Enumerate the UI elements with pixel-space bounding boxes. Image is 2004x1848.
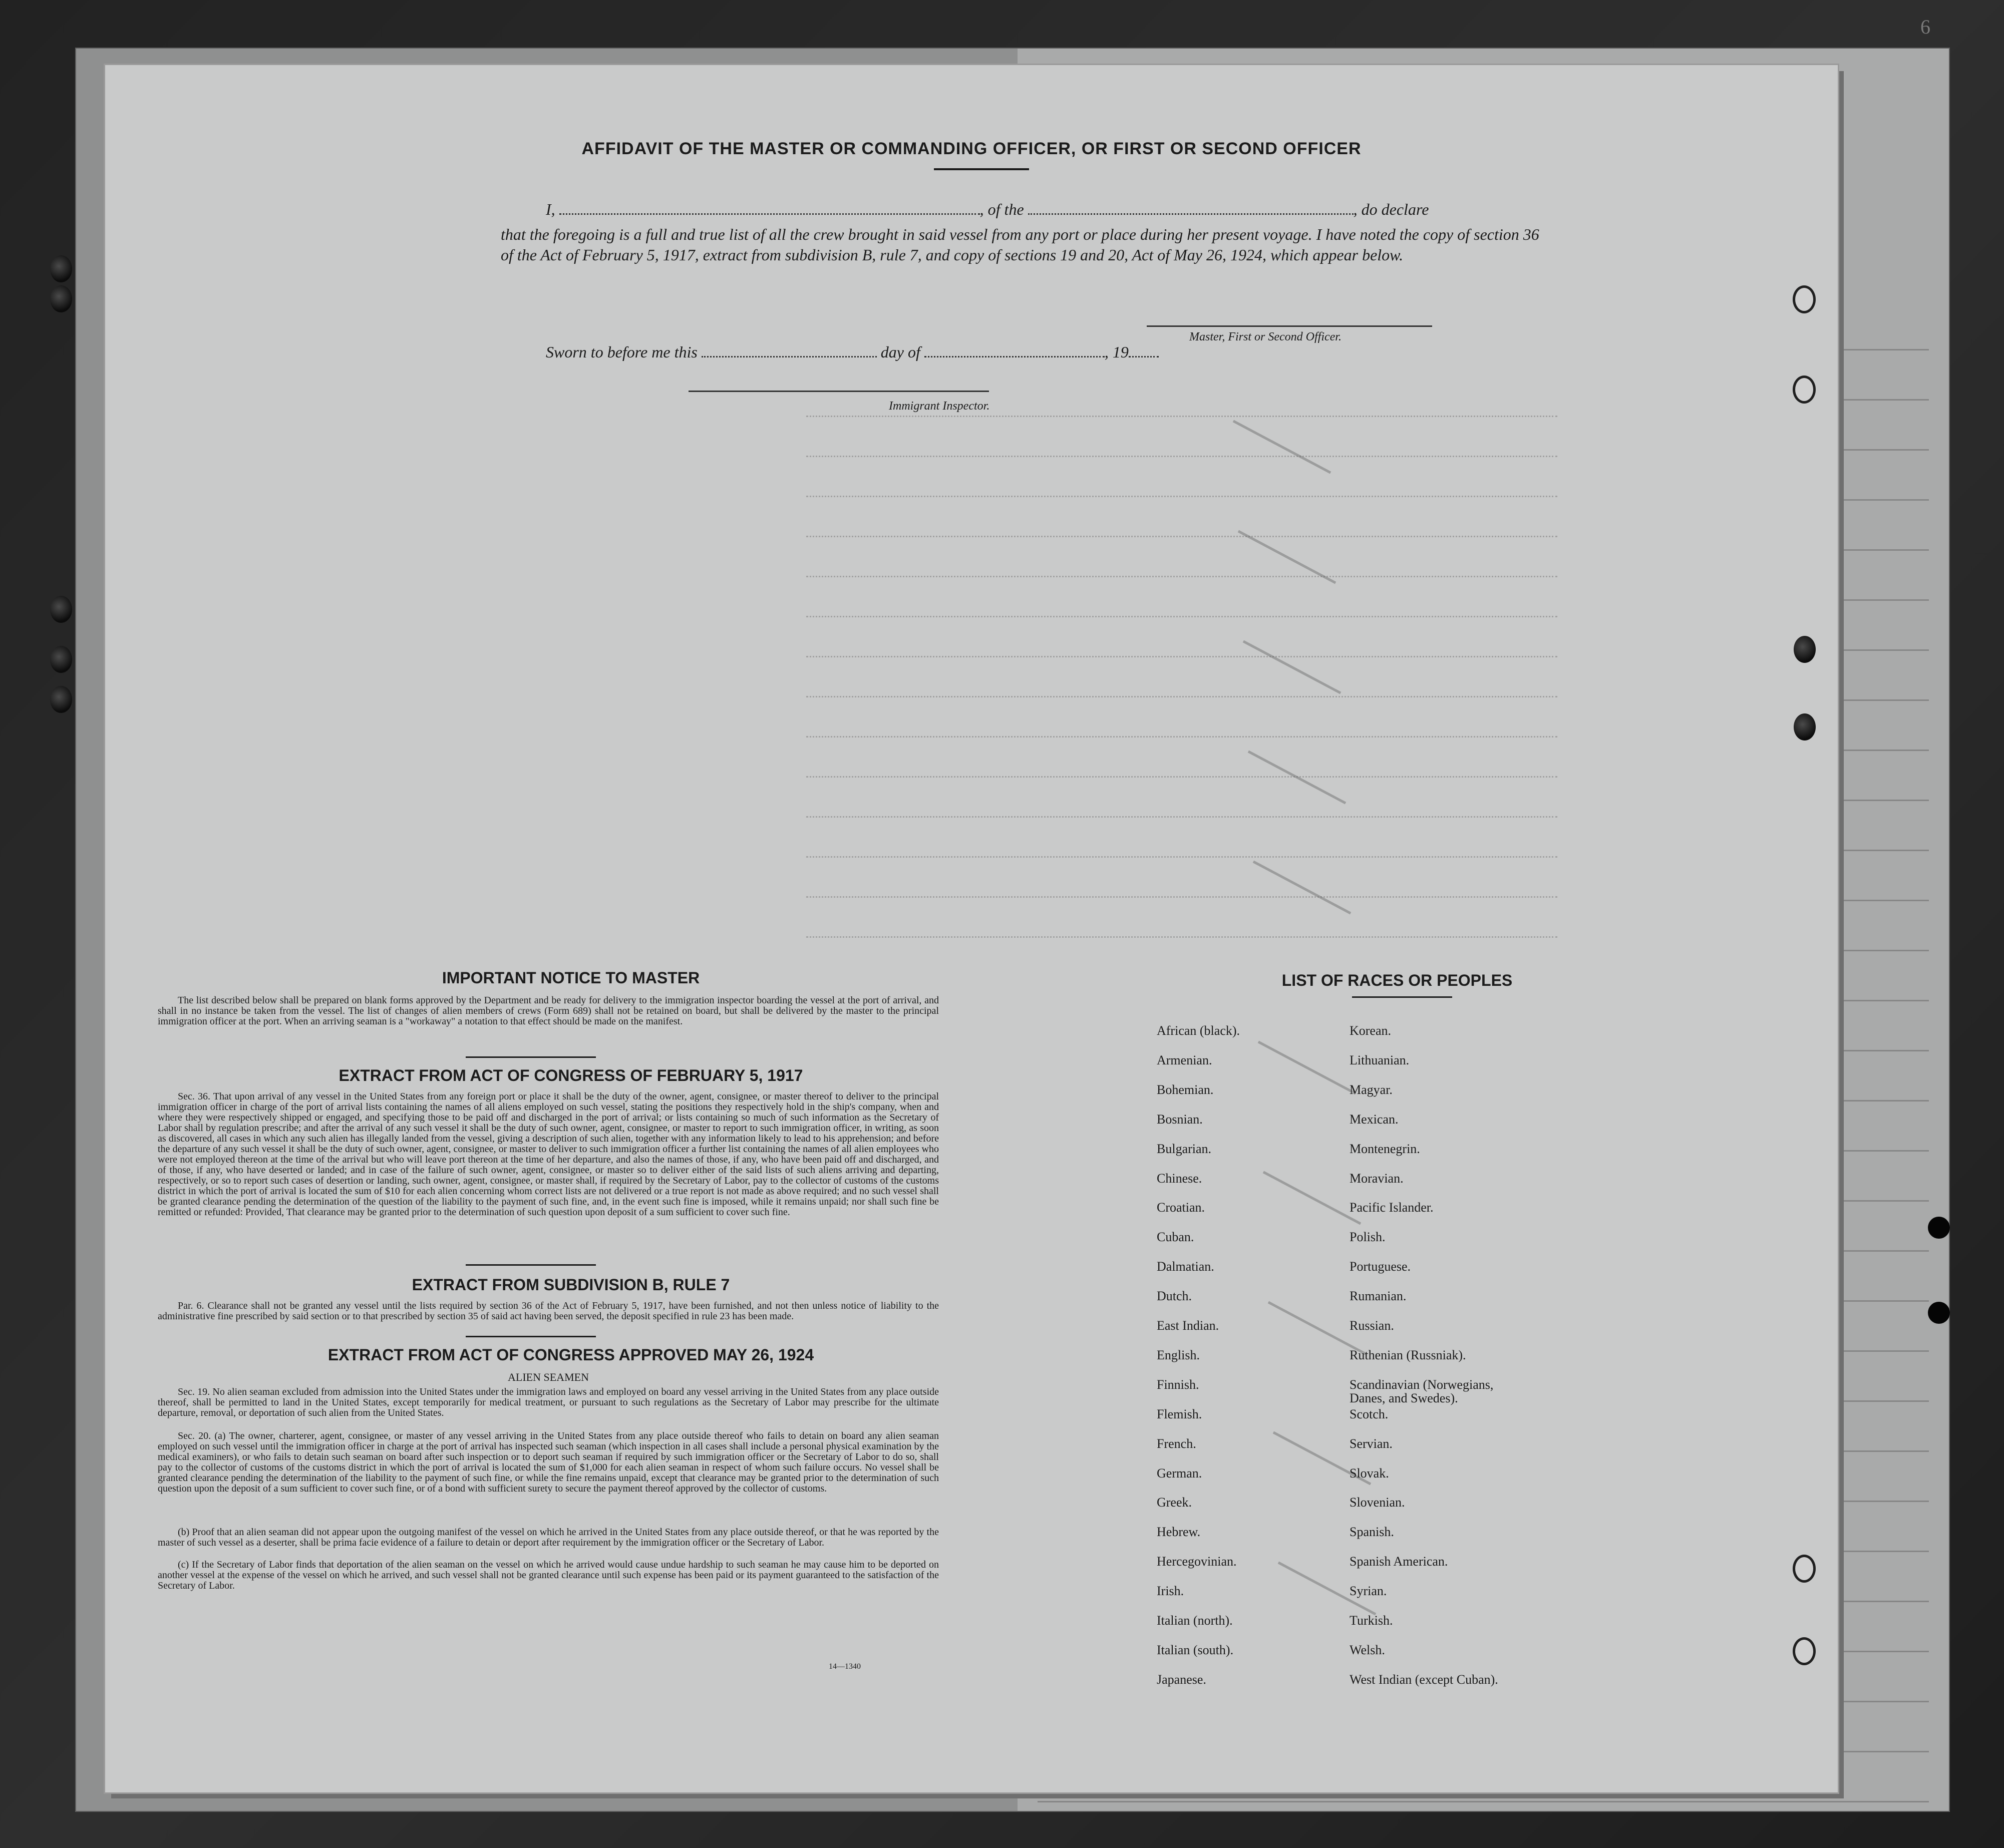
- race-item: Mexican.: [1350, 1112, 1399, 1127]
- race-item: Turkish.: [1350, 1613, 1393, 1628]
- affidavit-sheet: [105, 65, 1838, 1792]
- race-item: Syrian.: [1350, 1584, 1387, 1598]
- bleed-through-line: [806, 576, 1557, 577]
- bleed-through-line: [806, 616, 1557, 617]
- sworn-month-field[interactable]: [924, 356, 1105, 357]
- sworn-prefix: Sworn to before me this: [546, 343, 698, 361]
- extract-1924-sec20b: (b) Proof that an alien seaman did not appear upon the outgoing manifest of the vessel on which he arrived in the United States from any place outside thereof, or that he was reported by the master of such vessel as a deserter, shall be prima facie evidence of a failure to detain or deport after requirement by the immigration officer or the Secretary of Labor.: [158, 1527, 939, 1548]
- race-item: Chinese.: [1157, 1171, 1202, 1186]
- bleed-through-mark: [1233, 420, 1331, 474]
- extract-1924-sec20c: (c) If the Secretary of Labor finds that deportation of the alien seaman on the vessel on which he arrived would cause undue hardship to such seaman he may cause him to be deported on another vessel at the expense of the vessel on which he arrived, and such vessel shall not be granted clearance until such expense has been paid or its payment guaranteed to the satisfaction of the Secretary of Labor.: [158, 1559, 939, 1591]
- alien-seamen-subtitle: ALIEN SEAMEN: [508, 1371, 589, 1383]
- race-item: Spanish.: [1350, 1525, 1394, 1539]
- rule7-body: Par. 6. Clearance shall not be granted any vessel until the lists required by section 36 of the Act of February 5, 1917, have been furnished, and not then unless notice of liability to the administrative fine prescribed by said section or to that prescribed by section 35 of said act having been served, the deposit specified in rule 23 has been made.: [158, 1300, 939, 1322]
- inspector-signature-line[interactable]: [689, 391, 989, 392]
- race-item: Cuban.: [1157, 1230, 1194, 1244]
- race-item: Croatian.: [1157, 1200, 1205, 1215]
- form-number: 14—1340: [829, 1662, 861, 1671]
- race-item: Greek.: [1157, 1495, 1192, 1510]
- race-item: Russian.: [1350, 1318, 1394, 1333]
- bleed-through-line: [806, 936, 1557, 938]
- master-signature-label: Master, First or Second Officer.: [1189, 330, 1342, 343]
- race-item: Magyar.: [1350, 1082, 1393, 1097]
- section-rule: [466, 1264, 596, 1266]
- page-number-mark: 6: [1920, 16, 1930, 38]
- declaration-body: that the foregoing is a full and true list of all the crew brought in said vessel from any port or place during her present voyage. I have noted the copy of section 36 of the Act of February 5, 1917, extract from subdivision B, rule 7, and copy of sections 19 and 20, Act of May 26, 1924, which appear below.: [501, 225, 1539, 264]
- declaration-first-line: [546, 200, 1552, 219]
- notice-body: The list described below shall be prepared on blank forms approved by the Department and be ready for delivery to the immigration inspector boarding the vessel at the port of arrival, and shall in no instance be taken from the vessel. The list of changes of alien members of crews (Form 689) shall not be retained on board, but shall be delivered by the master to the principal immigration officer at the port. When an arriving seaman is a "workaway" a notation to that effect should be made on the manifest.: [158, 995, 939, 1027]
- sworn-statement: [546, 343, 1159, 361]
- race-item: Montenegrin.: [1350, 1142, 1420, 1156]
- rule7-title: EXTRACT FROM SUBDIVISION B, RULE 7: [412, 1276, 730, 1294]
- race-item: Dalmatian.: [1157, 1259, 1214, 1274]
- races-title-rule: [1352, 996, 1452, 998]
- race-item: Japanese.: [1157, 1672, 1206, 1687]
- vessel-name-field[interactable]: [1028, 213, 1354, 215]
- race-item: Dutch.: [1157, 1289, 1192, 1303]
- bleed-through-line: [806, 696, 1557, 697]
- race-item: West Indian (except Cuban).: [1350, 1672, 1498, 1687]
- bleed-through-line: [806, 856, 1557, 858]
- sworn-middle: day of: [880, 343, 920, 361]
- bleed-through-mark: [1243, 640, 1342, 694]
- punch-hole: [50, 646, 72, 673]
- race-item: Welsh.: [1350, 1643, 1385, 1657]
- race-item: Portuguese.: [1350, 1259, 1411, 1274]
- race-item: Italian (north).: [1157, 1613, 1233, 1628]
- extract-1924-sec20a: Sec. 20. (a) The owner, charterer, agent, consignee, or master of any vessel arriving in the United States from any place outside thereof who fails to detain on board any alien seaman employed on such vessel until the immigration officer in charge at the port of arrival has inspected such seaman (which inspection in all cases shall include a personal physical examination by the medical examiners), or who fails to detain such seaman on board after such inspection or to deport such seaman if required by such immigration officer or the Secretary of Labor to do so, shall pay to the collector of customs of the customs district in which the port of arrival is located the sum of $1,000 for each alien seaman in respect of whom such failure occurs. No vessel shall be granted clearance pending the determination of the liability to the payment of such fine, or while the fine remains unpaid, except that clearance may be granted prior to the determination of such question upon the deposit of a sum sufficient to cover such fine, or of a bond with sufficient surety to secure the payment thereof approved by the collector of customs.: [158, 1430, 939, 1494]
- race-item: French.: [1157, 1436, 1196, 1451]
- race-item: English.: [1157, 1348, 1200, 1362]
- race-item: German.: [1157, 1466, 1202, 1481]
- section-rule: [466, 1056, 596, 1058]
- punch-dot: [1928, 1302, 1950, 1324]
- affidavit-title: AFFIDAVIT OF THE MASTER OR COMMANDING OFFICER, OR FIRST OR SECOND OFFICER: [581, 139, 1362, 158]
- race-item: Scandinavian (Norwegians, Danes, and Swedes).: [1350, 1377, 1494, 1405]
- bleed-through-mark: [1253, 861, 1352, 915]
- punch-hole: [50, 285, 72, 312]
- punch-hole: [1794, 636, 1816, 663]
- race-item: Lithuanian.: [1350, 1053, 1410, 1067]
- races-title: LIST OF RACES OR PEOPLES: [1281, 971, 1513, 989]
- race-item: Rumanian.: [1350, 1289, 1407, 1303]
- section-rule: [466, 1336, 596, 1337]
- race-item: Hebrew.: [1157, 1525, 1201, 1539]
- race-item: Bohemian.: [1157, 1082, 1214, 1097]
- punch-hole: [50, 596, 72, 623]
- punch-dot: [1928, 1217, 1950, 1239]
- race-item: Hercegovinian.: [1157, 1554, 1237, 1569]
- bleed-through-line: [806, 736, 1557, 737]
- declarant-name-field[interactable]: [559, 213, 980, 215]
- extract-1917-body: Sec. 36. That upon arrival of any vessel in the United States from any foreign port or place it shall be the duty of the owner, agent, consignee, or master thereof to deliver to the principal immigration officer in charge of the port of arrival lists containing the names of all aliens employed on such vessel, stating the positions they respectively hold in the ship's company, when and where they were respectively shipped or engaged, and specifying those to be paid off and discharged in the port of arrival; or lists containing so much of such information as the Secretary of Labor shall by regulation prescribe; and after the arrival of any such vessel it shall be the duty of such owner, agent, consignee, or master to report to such immigration officer, in writing, as soon as discovered, all cases in which any such alien has illegally landed from the vessel, giving a description of such alien, together with any information likely to lead to his apprehension; and before the departure of any such vessel it shall be the duty of such owner, agent, consignee, or master to deliver to such immigration officer a further list containing the names of all alien employees who were not employed thereon at the time of the arrival but who will leave port thereon at the time of her departure, and also the names of those, if any, who have been paid off and discharged, and of those, if any, who have deserted or landed; and in case of the failure of such owner, agent, consignee, or master so to deliver either of the said lists of such aliens arriving and departing, respectively, or so to report such cases of desertion or landing, such owner, agent, consignee, or master shall, if required by the Secretary of Labor, pay to the collector of customs of the customs district in which the port of arrival is located the sum of $10 for each alien concerning whom correct lists are not delivered or a true report is not made as above required; and no such vessel shall be granted clearance pending the determination of the question of the liability to the payment of such fine, and, in the event such fine is imposed, while it remains unpaid; nor shall such fine be remitted or refunded: Provided, That clearance may be granted prior to the determination of such question upon deposit of a sum sufficient to cover such fine.: [158, 1091, 939, 1218]
- race-item: Ruthenian (Russniak).: [1350, 1348, 1466, 1362]
- sworn-day-field[interactable]: [702, 356, 877, 357]
- race-item: Flemish.: [1157, 1407, 1202, 1421]
- race-item: Pacific Islander.: [1350, 1200, 1434, 1215]
- bleed-through-line: [806, 896, 1557, 898]
- race-item: Slovak.: [1350, 1466, 1389, 1481]
- extract-1924-title: EXTRACT FROM ACT OF CONGRESS APPROVED MAY 26, 1924: [327, 1346, 814, 1364]
- bleed-through-line: [806, 816, 1557, 818]
- race-item: Servian.: [1350, 1436, 1393, 1451]
- declaration-suffix: , do declare: [1353, 200, 1429, 218]
- notice-title: IMPORTANT NOTICE TO MASTER: [442, 969, 700, 987]
- punch-hole: [1794, 713, 1816, 741]
- punch-hole: [1793, 1555, 1816, 1583]
- race-item: Finnish.: [1157, 1377, 1199, 1392]
- inspector-signature-label: Immigrant Inspector.: [889, 400, 990, 413]
- race-item: Korean.: [1350, 1023, 1392, 1038]
- bleed-through-line: [806, 656, 1557, 657]
- punch-hole: [50, 686, 72, 713]
- sworn-year-field[interactable]: [1129, 356, 1159, 357]
- punch-hole: [1793, 376, 1816, 404]
- race-item: Italian (south).: [1157, 1643, 1234, 1657]
- race-item: Bulgarian.: [1157, 1142, 1212, 1156]
- bleed-through-mark: [1263, 1171, 1362, 1225]
- bleed-through-line: [806, 536, 1557, 537]
- race-item: Moravian.: [1350, 1171, 1404, 1186]
- declaration-prefix: I,: [546, 200, 555, 218]
- race-item: Spanish American.: [1350, 1554, 1448, 1569]
- race-item: Bosnian.: [1157, 1112, 1203, 1127]
- race-item: Scotch.: [1350, 1407, 1389, 1421]
- punch-hole: [50, 255, 72, 282]
- bleed-through-mark: [1258, 1041, 1357, 1095]
- race-item: African (black).: [1157, 1023, 1240, 1038]
- bleed-through-line: [806, 416, 1557, 417]
- race-item: Armenian.: [1157, 1053, 1212, 1067]
- punch-hole: [1793, 1637, 1816, 1665]
- punch-hole: [1793, 285, 1816, 313]
- bleed-through-line: [806, 776, 1557, 778]
- underlying-row-line: [1038, 1801, 1929, 1802]
- title-rule: [934, 168, 1029, 170]
- race-item: East Indian.: [1157, 1318, 1219, 1333]
- race-item: Slovenian.: [1350, 1495, 1405, 1510]
- bleed-through-line: [806, 456, 1557, 457]
- declaration-middle: , of the: [979, 200, 1024, 218]
- extract-1924-sec19: Sec. 19. No alien seaman excluded from admission into the United States under the immigration laws and employed on board any vessel arriving in the United States from any place outside thereof, shall be permitted to land in the United States, except temporarily for medical treatment, or pursuant to such regulations as the Secretary of Labor may prescribe for the ultimate departure, removal, or deportation of such alien from the United States.: [158, 1386, 939, 1418]
- race-item: Polish.: [1350, 1230, 1386, 1244]
- sworn-suffix: , 19: [1104, 343, 1129, 361]
- bleed-through-line: [806, 496, 1557, 497]
- extract-1917-title: EXTRACT FROM ACT OF CONGRESS OF FEBRUARY 5, 1917: [339, 1066, 803, 1084]
- master-signature-line[interactable]: [1147, 325, 1432, 327]
- race-item: Irish.: [1157, 1584, 1184, 1598]
